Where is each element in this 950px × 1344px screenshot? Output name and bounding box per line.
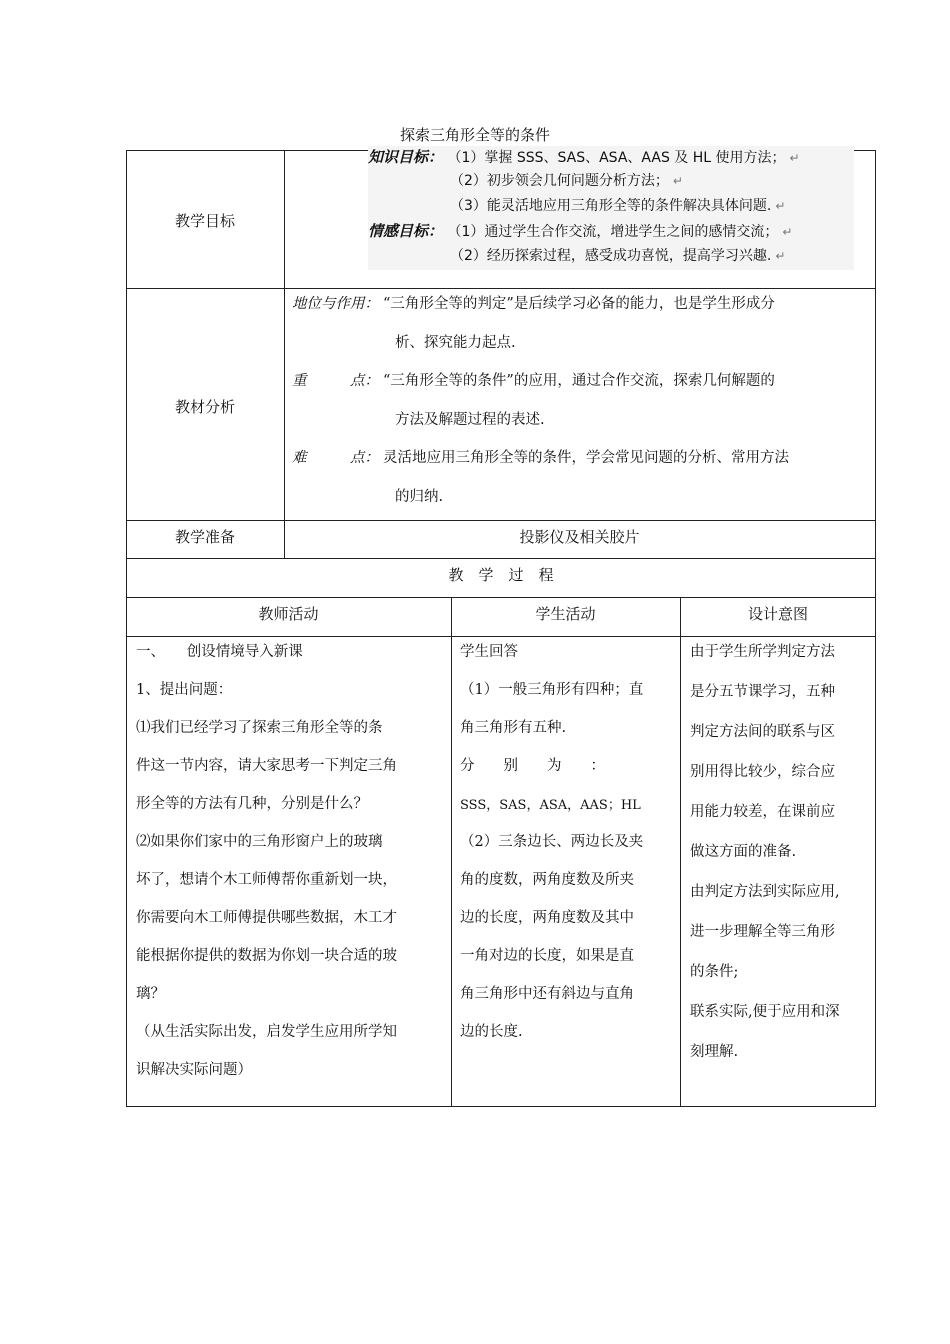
design-line: 由判定方法到实际应用, bbox=[690, 884, 840, 900]
analysis-text-key-2: 方法及解题过程的表述. bbox=[395, 412, 545, 428]
student-line: 角三角形中还有斜边与直角 bbox=[460, 986, 634, 1002]
design-line: 判定方法间的联系与区 bbox=[690, 724, 835, 740]
design-line: 别用得比较少，综合应 bbox=[690, 764, 835, 780]
analysis-text-difficult-2: 的归纳. bbox=[395, 489, 444, 505]
teacher-line: ⑵如果你们家中的三角形窗户上的玻璃 bbox=[136, 834, 383, 850]
design-line: 是分五节课学习，五种 bbox=[690, 684, 835, 700]
return-mark-icon: ↵ bbox=[775, 249, 786, 263]
knowledge-goal-1: （1）掌握 SSS、SAS、ASA、AAS 及 HL 使用方法； bbox=[447, 150, 786, 166]
header-student: 学生活动 bbox=[535, 605, 596, 623]
knowledge-goal-heading: 知识目标： bbox=[368, 148, 444, 166]
analysis-label: 教材分析 bbox=[174, 398, 235, 416]
teacher-line: 识解决实际问题） bbox=[136, 1062, 252, 1078]
header-design: 设计意图 bbox=[747, 605, 808, 623]
teacher-line: 能根据你提供的数据为你划一块合适的玻 bbox=[136, 948, 397, 964]
emotion-goal-1: （1）通过学生合作交流，增进学生之间的感情交流； bbox=[447, 224, 779, 240]
teacher-line: （从生活实际出发，启发学生应用所学知 bbox=[136, 1024, 397, 1040]
knowledge-goal-3: （3）能灵活地应用三角形全等的条件解决具体问题. bbox=[450, 198, 772, 214]
prep-value: 投影仪及相关胶片 bbox=[519, 528, 640, 546]
design-line: 用能力较差，在课前应 bbox=[690, 804, 835, 820]
analysis-text-position-2: 析、探究能力起点. bbox=[395, 335, 516, 351]
teacher-line: 件这一节内容，请大家思考一下判定三角 bbox=[136, 758, 397, 774]
teacher-line: 坏了，想请个木工师傅帮你重新划一块， bbox=[136, 872, 397, 888]
student-line: （2）三条边长、两边长及夹 bbox=[460, 834, 644, 850]
teacher-line: 形全等的方法有几种，分别是什么？ bbox=[136, 796, 368, 812]
teacher-line: 一、 创设情境导入新课 bbox=[136, 644, 303, 660]
prep-label: 教学准备 bbox=[174, 528, 235, 546]
teacher-line: 你需要向木工师傅提供哪些数据，木工才 bbox=[136, 910, 397, 926]
teacher-line: 璃？ bbox=[136, 986, 165, 1002]
design-line: 进一步理解全等三角形 bbox=[690, 924, 835, 940]
analysis-term-key: 重 点： bbox=[292, 373, 379, 389]
design-line: 联系实际,便于应用和深 bbox=[690, 1004, 840, 1020]
design-line: 做这方面的准备. bbox=[690, 844, 797, 860]
design-line: 的条件; bbox=[690, 964, 739, 980]
goals-block bbox=[368, 146, 854, 270]
teacher-line: 1、提出问题： bbox=[136, 682, 233, 698]
return-mark-icon: ↵ bbox=[782, 225, 793, 239]
student-line: SSS，SAS，ASA，AAS；HL bbox=[460, 798, 641, 813]
student-line: 学生回答 bbox=[460, 644, 518, 660]
emotion-goal-2: （2）经历探索过程，感受成功喜悦，提高学习兴趣. bbox=[450, 248, 772, 264]
student-line: 边的长度. bbox=[460, 1024, 523, 1040]
analysis-text-difficult-1: 灵活地应用三角形全等的条件，学会常见问题的分析、常用方法 bbox=[383, 450, 789, 466]
student-line: 分 别 为 ： bbox=[460, 758, 605, 774]
student-line: 一角对边的长度，如果是直 bbox=[460, 948, 634, 964]
return-mark-icon: ↵ bbox=[672, 174, 683, 188]
design-line: 刻理解. bbox=[690, 1044, 739, 1060]
student-line: 角的度数，两角度数及所夹 bbox=[460, 872, 634, 888]
student-line: （1）一般三角形有四种；直 bbox=[460, 682, 644, 698]
design-line: 由于学生所学判定方法 bbox=[690, 644, 835, 660]
process-title: 教 学 过 程 bbox=[448, 566, 554, 584]
goals-label: 教学目标 bbox=[174, 212, 235, 230]
return-mark-icon: ↵ bbox=[789, 151, 800, 165]
analysis-text-position-1: “三角形全等的判定”是后续学习必备的能力，也是学生形成分 bbox=[383, 296, 775, 312]
return-mark-icon: ↵ bbox=[775, 199, 786, 213]
analysis-term-position: 地位与作用： bbox=[292, 296, 379, 312]
knowledge-goal-2: （2）初步领会几何问题分析方法； bbox=[450, 173, 669, 189]
header-teacher: 教师活动 bbox=[258, 605, 319, 623]
analysis-text-key-1: “三角形全等的条件”的应用，通过合作交流，探索几何解题的 bbox=[383, 373, 775, 389]
analysis-term-difficult: 难 点： bbox=[292, 450, 379, 466]
student-line: 角三角形有五种. bbox=[460, 720, 567, 736]
teacher-line: ⑴我们已经学习了探索三角形全等的条 bbox=[136, 720, 383, 736]
document-title: 探索三角形全等的条件 bbox=[399, 126, 550, 144]
student-line: 边的长度，两角度数及其中 bbox=[460, 910, 634, 926]
emotion-goal-heading: 情感目标： bbox=[368, 222, 444, 240]
